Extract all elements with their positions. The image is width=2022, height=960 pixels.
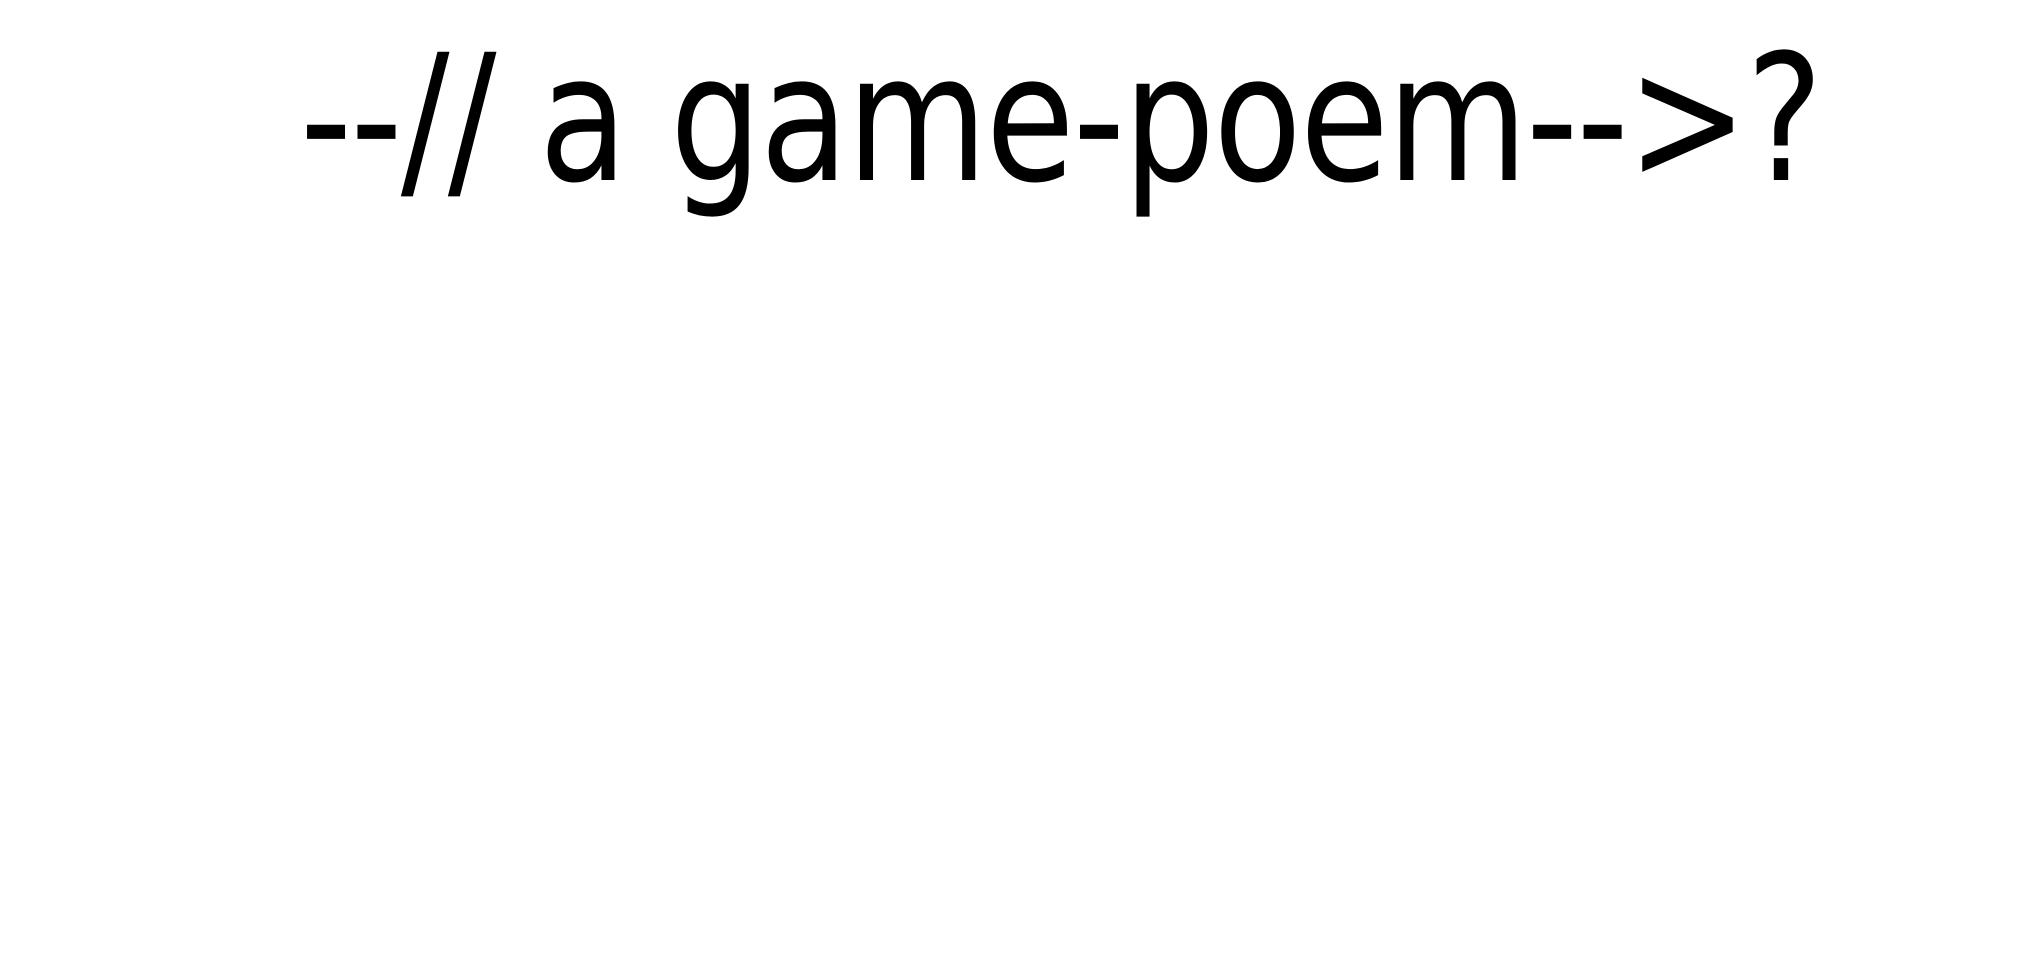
game-title: --// a game-poem-->? — [300, 17, 1822, 222]
